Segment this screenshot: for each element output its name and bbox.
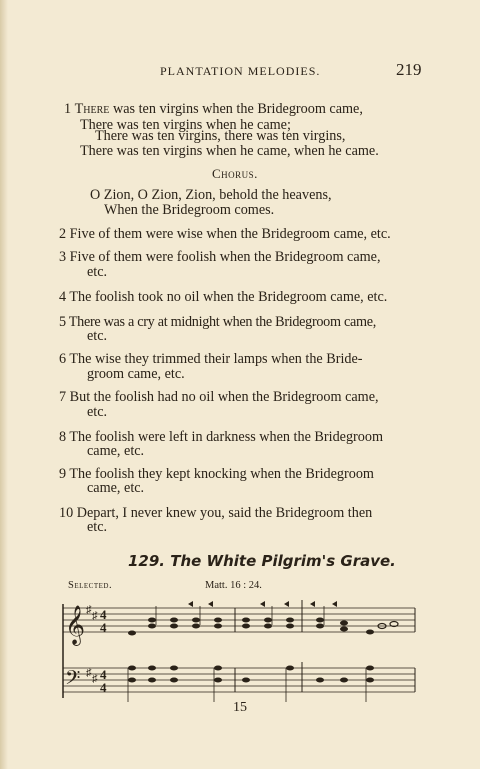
verse-5-line-2: etc. [87, 328, 108, 344]
verse-3-line-1: 3 Five of them were foolish when the Bridegroom came, [59, 249, 381, 265]
key-sharp-icon: ♯ [86, 667, 92, 679]
verse-3-line-2: etc. [87, 264, 108, 280]
bass-staff [63, 668, 415, 692]
treble-notes [128, 601, 398, 636]
key-sharp-icon: ♯ [92, 673, 98, 685]
stanza-first-word: There [74, 101, 110, 117]
stanza-1-line-2: There was ten virgins when he came; [80, 117, 291, 133]
verse-6-line-1: 6 The wise they trimmed their lamps when the Bride- [59, 351, 363, 367]
verse-8-line-2: came, etc. [87, 443, 145, 459]
treble-clef-icon: 𝄞 [65, 605, 86, 645]
verse-8-line-1: 8 The foolish were left in darkness when the Bridegroom [59, 429, 383, 445]
verse-9-line-1: 9 The foolish they kept knocking when the Bridegroom [59, 466, 374, 482]
music-score [60, 596, 420, 704]
verse-5-line-1: 5 There was a cry at midnight when the Bridegroom came, [59, 314, 376, 330]
page-binding-shadow [0, 0, 8, 769]
key-sharp-icon: ♯ [92, 610, 98, 622]
stanza-line-text: was ten virgins when the Bridegroom came, [112, 101, 363, 117]
running-title: PLANTATION MELODIES. [160, 64, 321, 78]
time-signature-bottom: 4 [100, 620, 107, 635]
hymn-title: 129. The White Pilgrim's Grave. [128, 552, 396, 570]
stanza-1-line-4: There was ten virgins when he came, when he came. [80, 143, 379, 159]
page-number: 219 [396, 60, 422, 79]
bass-clef-icon: 𝄢 [65, 666, 81, 694]
hymn-source: Selected. [68, 580, 113, 591]
verse-10-line-1: 10 Depart, I never knew you, said the Bridegroom then [59, 505, 373, 521]
time-signature-bottom: 4 [100, 680, 107, 695]
bass-notes [128, 666, 374, 703]
key-sharp-icon: ♯ [86, 604, 92, 616]
stanza-number: 1 [64, 101, 72, 117]
chorus-line-1: O Zion, O Zion, Zion, behold the heavens, [90, 187, 332, 203]
verse-4: 4 The foolish took no oil when the Bridegroom came, etc. [59, 289, 388, 305]
verse-9-line-2: came, etc. [87, 480, 145, 496]
stanza-1-line-1 [64, 101, 363, 117]
verse-7-line-2: etc. [87, 404, 108, 420]
time-signature-top: 4 [100, 607, 107, 622]
stanza-1-line-3: There was ten virgins, there was ten virgins, [95, 128, 346, 144]
verse-2: 2 Five of them were wise when the Bridegroom came, etc. [59, 226, 391, 242]
verse-10-line-2: etc. [87, 519, 108, 535]
hymn-reference: Matt. 16 : 24. [205, 580, 262, 591]
verse-7-line-1: 7 But the foolish had no oil when the Bridegroom came, [59, 389, 379, 405]
chorus-line-2: When the Bridegroom comes. [104, 202, 275, 218]
verse-6-line-2: groom came, etc. [87, 366, 185, 382]
time-signature-top: 4 [100, 667, 107, 682]
chorus-label: Chorus. [212, 166, 258, 181]
signature-mark: 15 [233, 700, 247, 715]
treble-staff [63, 608, 415, 632]
